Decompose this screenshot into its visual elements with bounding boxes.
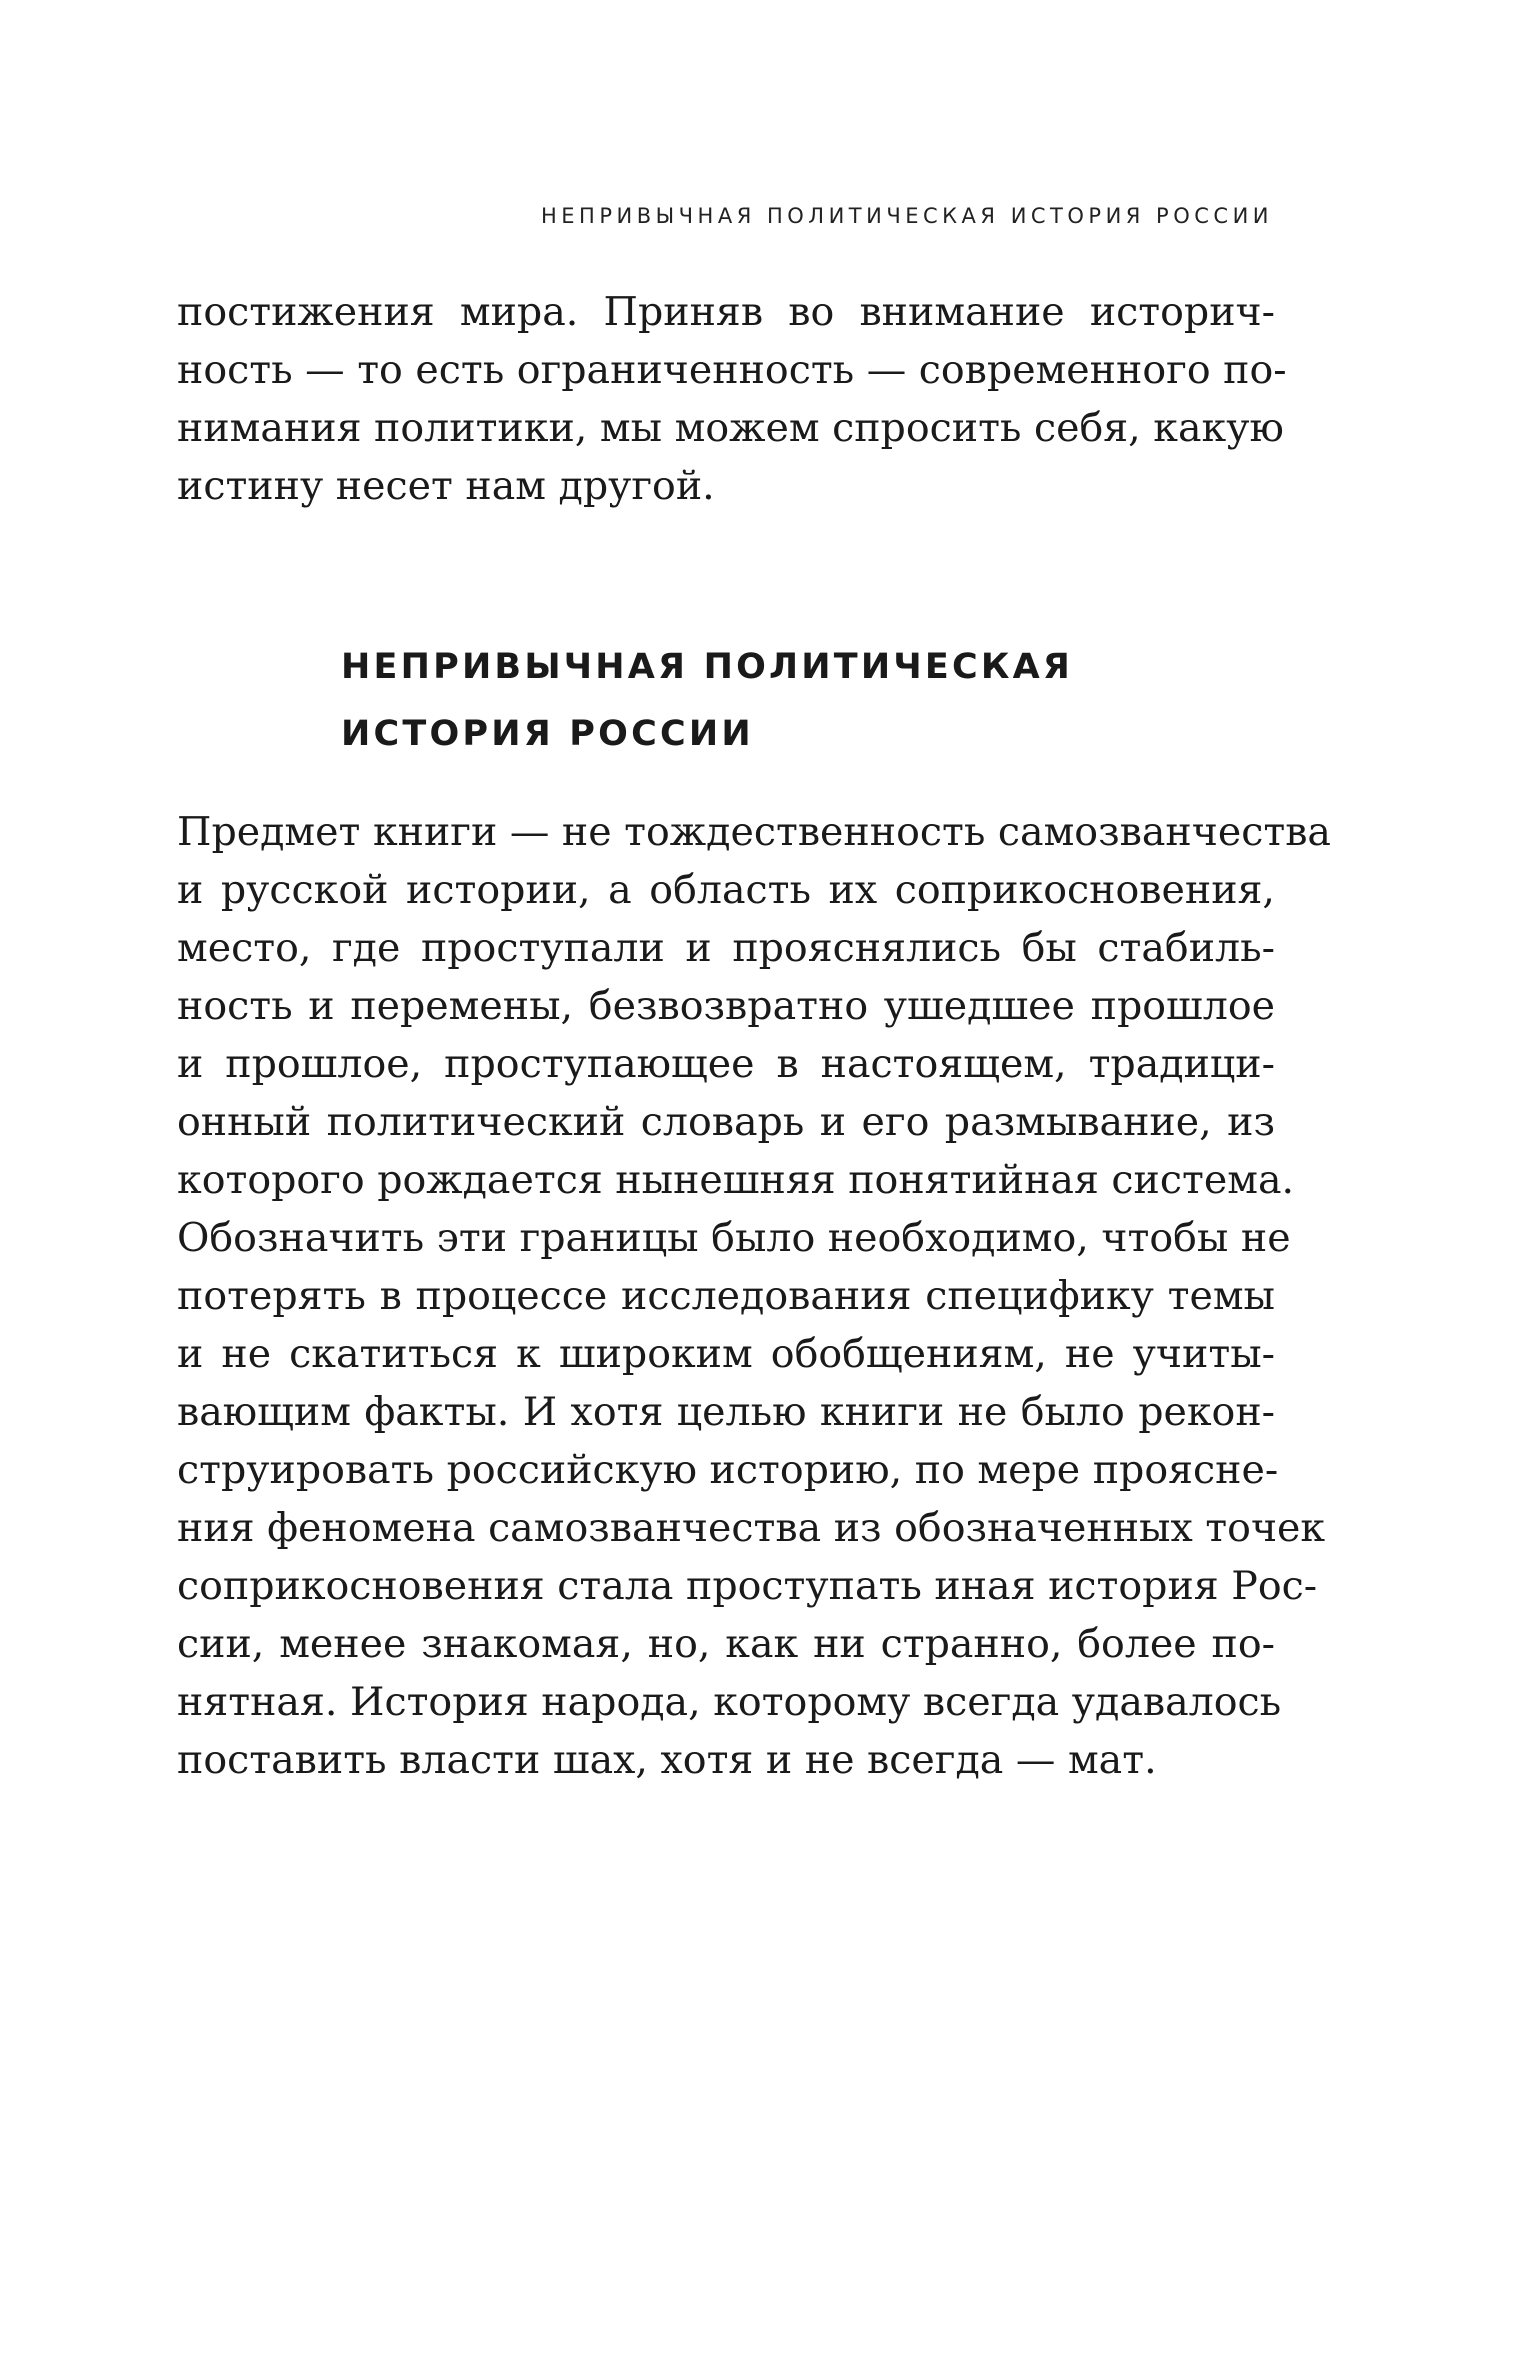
text-line: ния феномена самозванчества из обозначенных точек bbox=[177, 1505, 1326, 1551]
text-line: потерять в процессе исследования специфику темы bbox=[177, 1273, 1275, 1319]
text-line: струировать российскую историю, по мере прояснe- bbox=[177, 1447, 1279, 1493]
intro-paragraph bbox=[177, 283, 1287, 515]
text-line: онный политический словарь и его размывание, из bbox=[177, 1099, 1275, 1145]
section-heading bbox=[341, 634, 1073, 768]
text-line: нятная. История народа, которому всегда удавалось bbox=[177, 1679, 1282, 1725]
text-line: истину несет нам другой. bbox=[177, 463, 715, 509]
text-line: и русской истории, а область их соприкосновения, bbox=[177, 867, 1275, 913]
text-line: соприкосновения стала проступать иная история Рос- bbox=[177, 1563, 1318, 1609]
text-line: сии, менее знакомая, но, как ни странно, более по- bbox=[177, 1621, 1275, 1667]
text-line: и не скатиться к широким обобщениям, не учиты- bbox=[177, 1331, 1275, 1377]
text-line: которого рождается нынешняя понятийная система. bbox=[177, 1157, 1295, 1203]
text-line: место, где проступали и прояснялись бы стабиль- bbox=[177, 925, 1275, 971]
body-paragraph bbox=[177, 803, 1331, 1789]
heading-line: ИСТОРИЯ РОССИИ bbox=[341, 714, 754, 754]
text-line: постижения мира. Приняв во внимание историч- bbox=[177, 289, 1275, 335]
text-line: Обозначить эти границы было необходимо, чтобы не bbox=[177, 1215, 1291, 1261]
running-head: НЕПРИВЫЧНАЯ ПОЛИТИЧЕСКАЯ ИСТОРИЯ РОССИИ bbox=[540, 204, 1273, 228]
text-line: и прошлое, проступающее в настоящем, традици- bbox=[177, 1041, 1275, 1087]
text-line: вающим факты. И хотя целью книги не было рекон- bbox=[177, 1389, 1275, 1435]
text-line: ность и перемены, безвозвратно ушедшее прошлое bbox=[177, 983, 1275, 1029]
text-line: ность — то есть ограниченность — современного по- bbox=[177, 347, 1287, 393]
text-line: поставить власти шах, хотя и не всегда — мат. bbox=[177, 1737, 1157, 1783]
heading-line: НЕПРИВЫЧНАЯ ПОЛИТИЧЕСКАЯ bbox=[341, 647, 1074, 687]
text-line: Предмет книги — не тождественность самозванчества bbox=[177, 809, 1331, 855]
text-line: нимания политики, мы можем спросить себя, какую bbox=[177, 405, 1284, 451]
